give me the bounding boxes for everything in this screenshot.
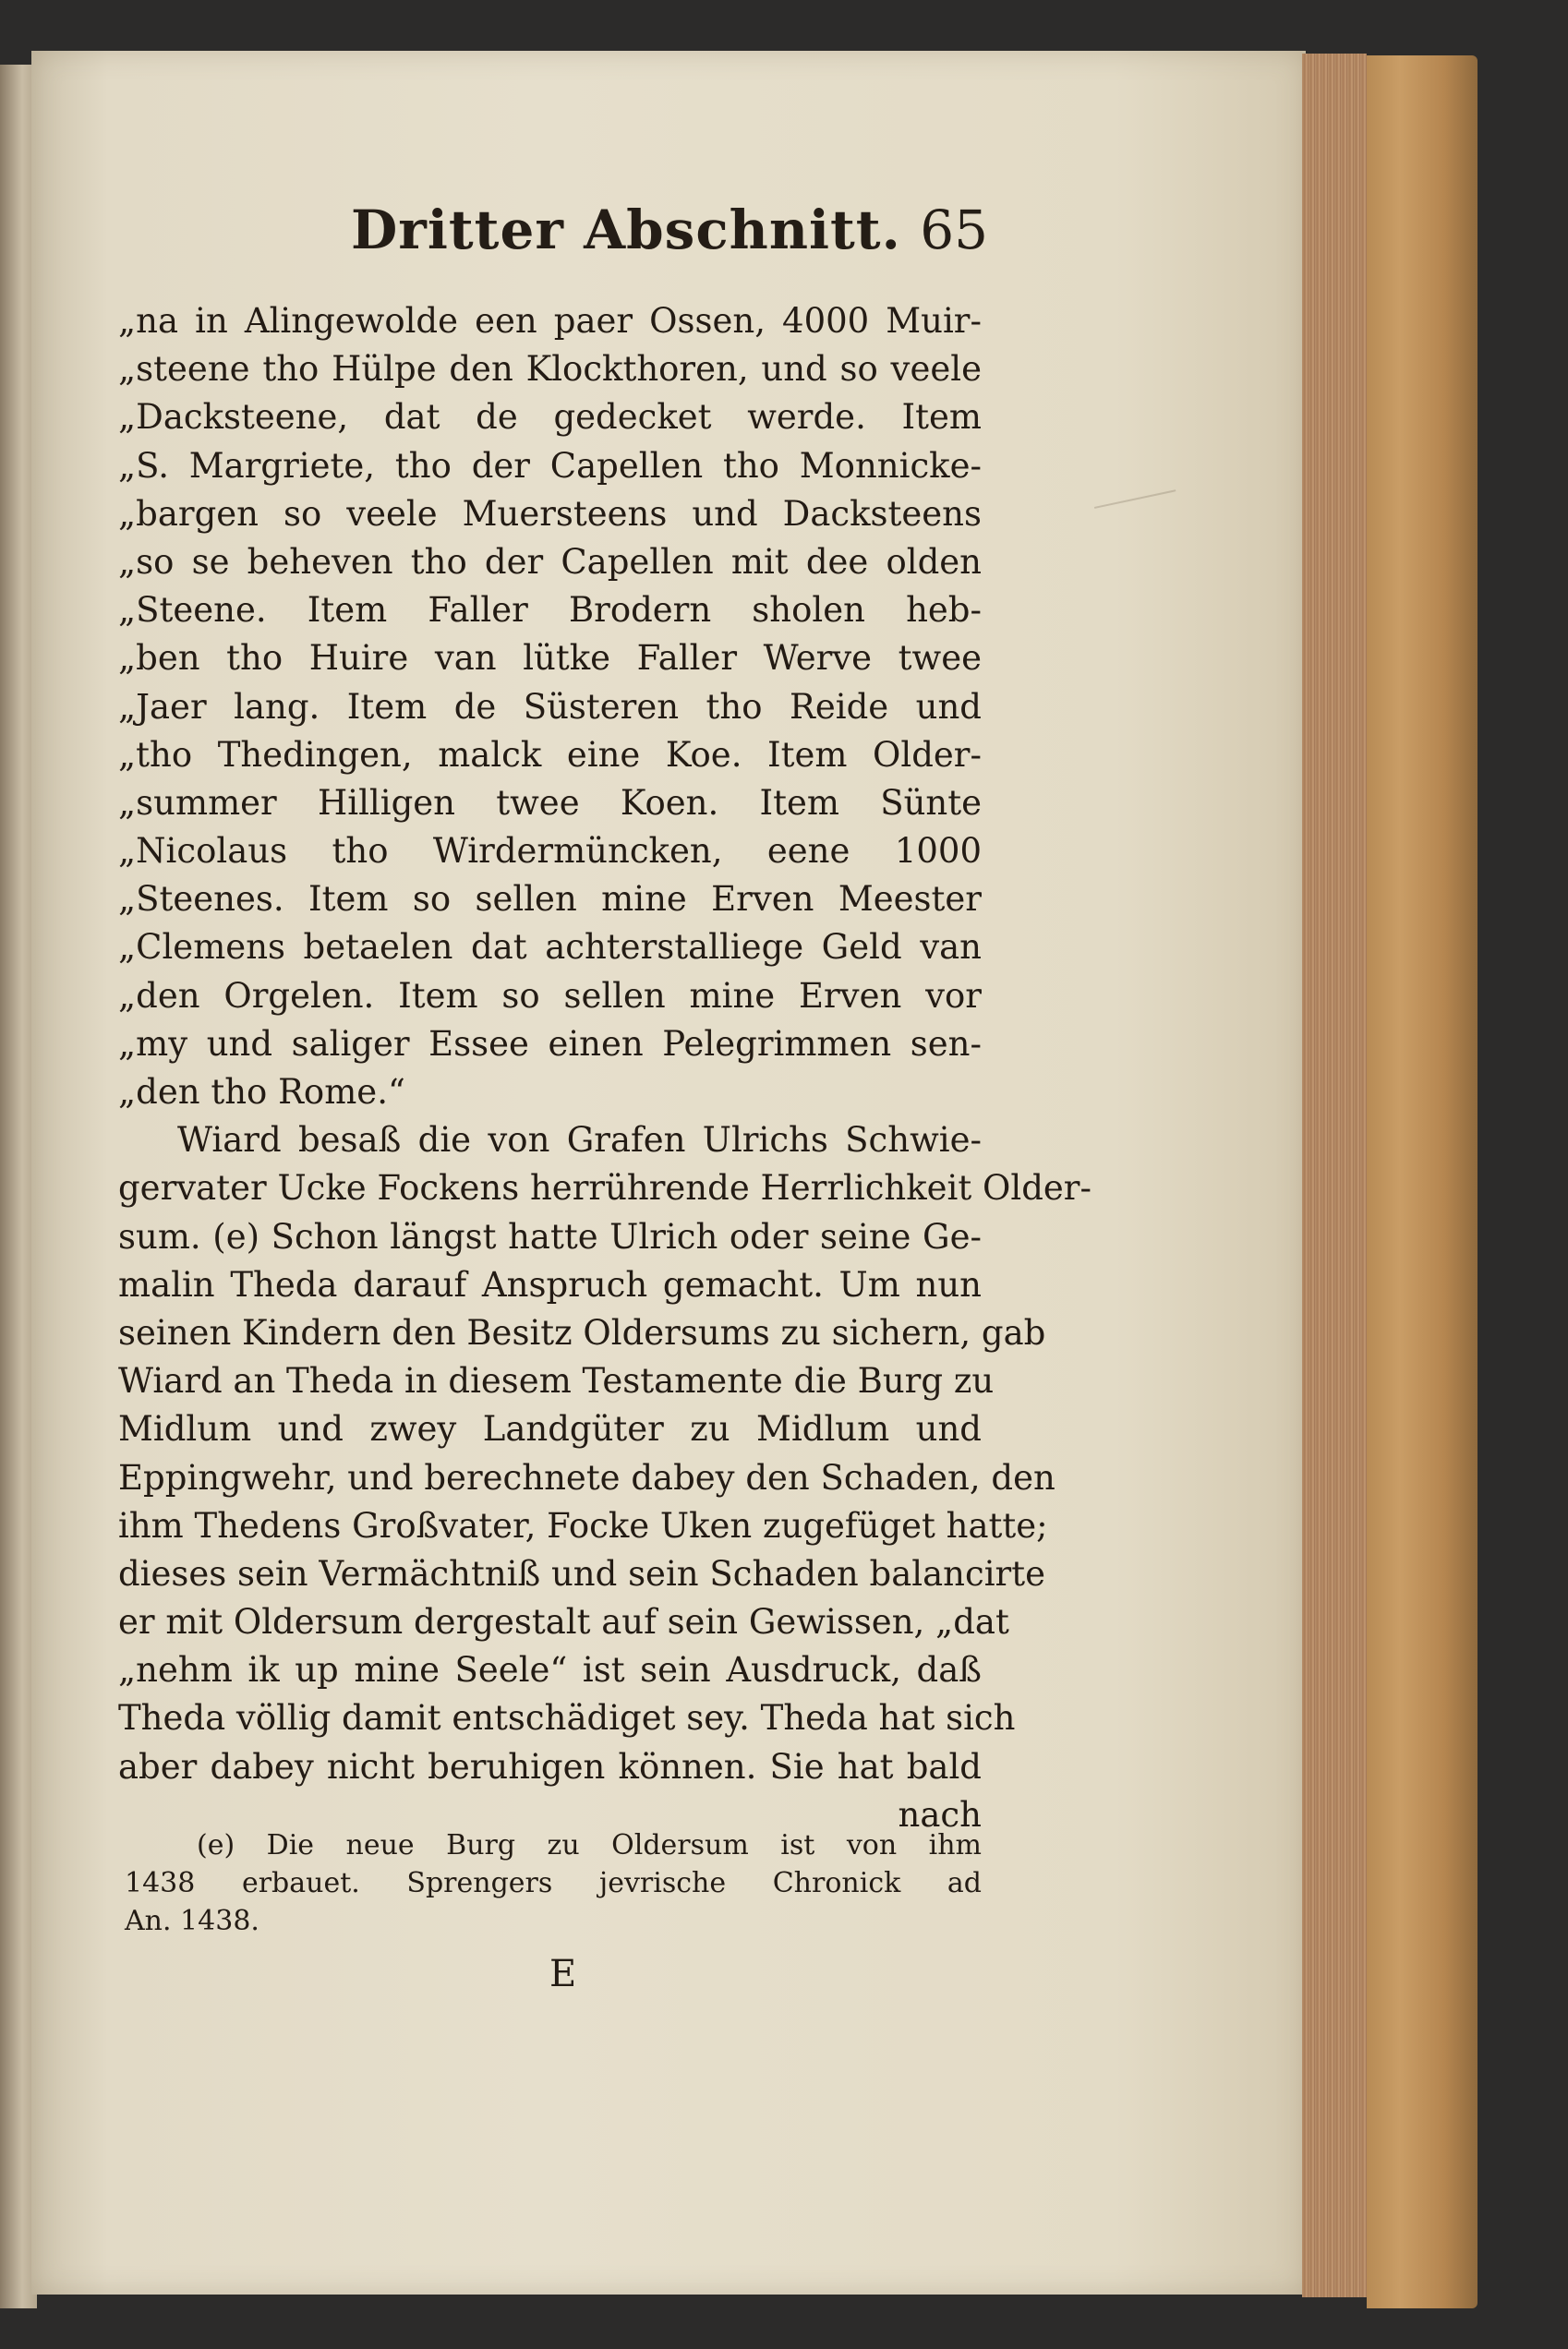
text-line: Eppingwehr, und berechnete dabey den Schaden, den — [118, 1457, 1055, 1498]
text-line: ihm Thedens Großvater, Focke Uken zugefüget hatte; — [118, 1505, 1048, 1546]
text-line: „summer Hilligen twee Koen. Item Sünte — [118, 782, 982, 823]
catchword: nach — [898, 1794, 982, 1835]
text-line: sum. (e) Schon längst hatte Ulrich oder seine Ge- — [118, 1216, 982, 1257]
text-line: seinen Kindern den Besitz Oldersums zu sichern, gab — [118, 1312, 1046, 1353]
text-line: „S. Margriete, tho der Capellen tho Monnicke- — [118, 445, 982, 486]
text-line: Wiard an Theda in diesem Testamente die Burg zu — [118, 1361, 995, 1402]
text-line: Midlum und zwey Landgüter zu Midlum und — [118, 1409, 982, 1450]
text-line: Theda völlig damit entschädiget sey. Theda hat sich — [118, 1698, 1016, 1739]
text-line: „Dacksteene, dat de gedecket werde. Item — [118, 397, 982, 438]
running-head: Dritter Abschnitt. — [351, 199, 901, 261]
body-text — [118, 297, 1092, 1839]
footnotes — [125, 1826, 982, 1940]
text-line: „den tho Rome.“ — [118, 1072, 405, 1112]
text-line: „Steenes. Item so sellen mine Erven Meester — [118, 879, 982, 920]
text-line: malin Theda darauf Anspruch gemacht. Um nun — [118, 1264, 982, 1305]
text-line: dieses sein Vermächtniß und sein Schaden balancirte — [118, 1553, 1045, 1594]
text-line: Wiard besaß die von Grafen Ulrichs Schwie- — [177, 1120, 982, 1161]
text-line: „steene tho Hülpe den Klockthoren, und so veele — [118, 349, 982, 390]
background-shadow — [1478, 55, 1568, 2308]
text-line: „tho Thedingen, malck eine Koe. Item Older- — [118, 734, 982, 775]
page-number: 65 — [920, 199, 988, 261]
text-line: aber dabey nicht beruhigen können. Sie hat bald — [118, 1746, 982, 1787]
text-line: er mit Oldersum dergestalt auf sein Gewissen, „dat — [118, 1602, 1009, 1643]
page-block-edges — [1302, 54, 1367, 2297]
signature-mark: E — [549, 1953, 577, 1995]
text-line: „ben tho Huire van lütke Faller Werve twee — [118, 638, 982, 679]
footnote-line: (e) Die neue Burg zu Oldersum ist von ihm — [197, 1829, 982, 1861]
footnote-line: An. 1438. — [125, 1905, 259, 1937]
book-cover — [1367, 55, 1478, 2308]
page-header — [351, 199, 988, 272]
text-line: „Nicolaus tho Wirdermüncken, eene 1000 — [118, 831, 982, 872]
text-line: „Steene. Item Faller Brodern sholen heb- — [118, 590, 982, 631]
text-line: „Jaer lang. Item de Süsteren tho Reide und — [118, 686, 982, 727]
footnote-line: 1438 erbauet. Sprengers jevrische Chronick ad — [125, 1867, 982, 1899]
text-line: „den Orgelen. Item so sellen mine Erven vor — [118, 975, 982, 1016]
text-line: „nehm ik up mine Seele“ ist sein Ausdruck, daß — [118, 1650, 982, 1691]
text-line: „Clemens betaelen dat achterstalliege Geld van — [118, 927, 982, 968]
text-line: „so se beheven tho der Capellen mit dee olden — [118, 541, 982, 582]
text-line: gervater Ucke Fockens herrührende Herrlichkeit Older- — [118, 1168, 1092, 1209]
text-line: „na in Alingewolde een paer Ossen, 4000 Muir- — [118, 301, 982, 341]
text-line: „my und saliger Essee einen Pelegrimmen sen- — [118, 1023, 982, 1064]
text-line: „bargen so veele Muersteens und Dacksteens — [118, 493, 982, 534]
